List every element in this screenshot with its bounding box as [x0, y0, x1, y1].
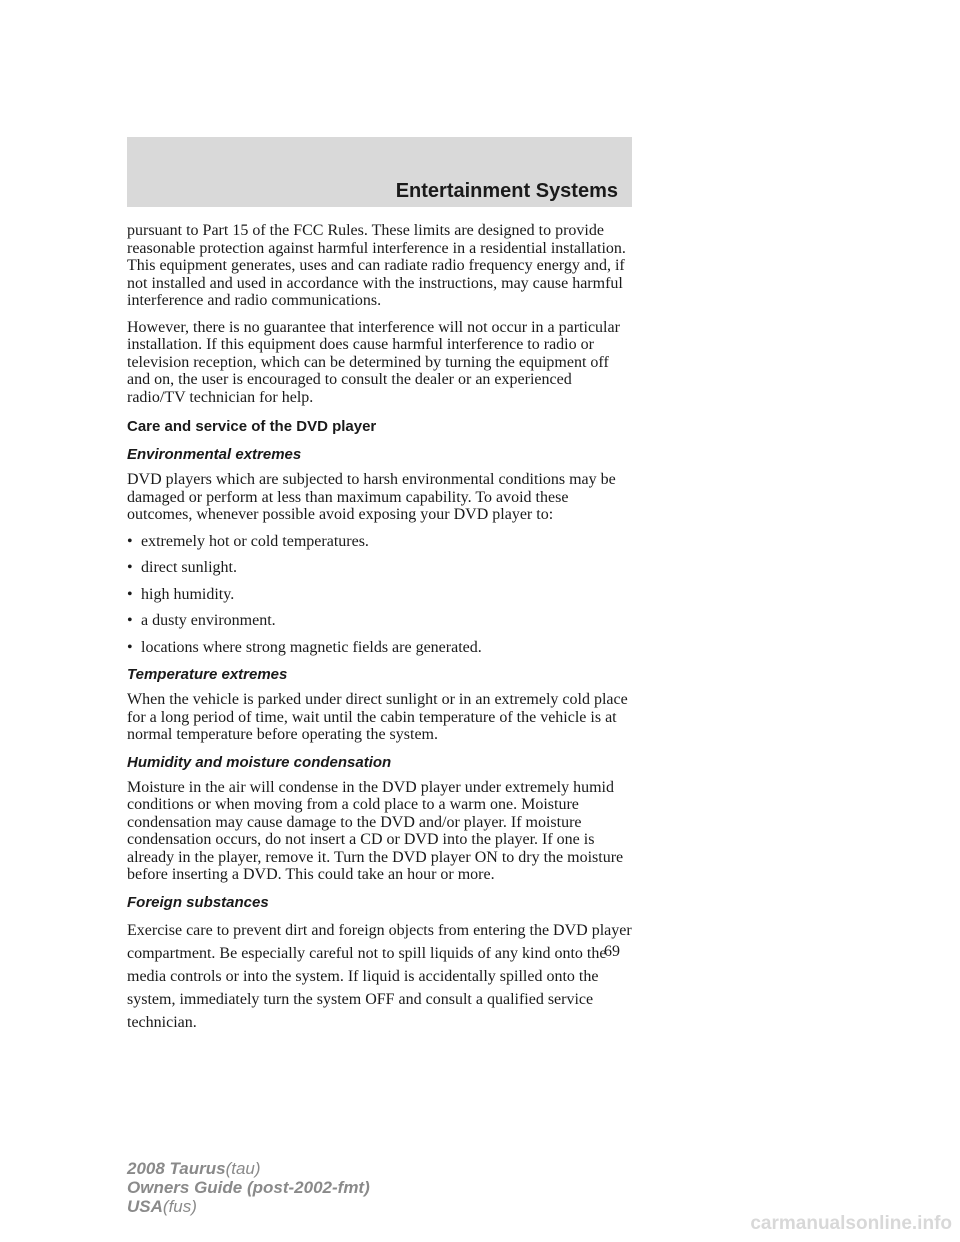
- footer-line-1: [127, 1159, 370, 1178]
- bullet-icon: •: [127, 585, 133, 603]
- page-number: 69: [604, 943, 620, 960]
- temperature-extremes-heading: Temperature extremes: [127, 666, 288, 683]
- humidity-text: Moisture in the air will condense in the DVD player under extremely humid conditions or when moving from a cold place to a warm one. Moisture condensation may cause damage to the DVD and/or player. If moisture condensation occurs, do not insert a CD or DVD into the player. If one is already in the player, remove it. Turn the DVD player ON to dry the moisture before inserting a DVD. This could take an hour or more.: [127, 778, 624, 883]
- bullet-icon: •: [127, 638, 133, 656]
- list-item: [127, 533, 632, 551]
- exposure-bullet-list: [127, 533, 632, 657]
- list-item: [127, 586, 632, 604]
- footer-model-code: (tau): [225, 1159, 261, 1178]
- environmental-extremes-heading: Environmental extremes: [127, 446, 302, 463]
- list-item-text: direct sunlight.: [141, 559, 237, 576]
- foreign-substances-heading: Foreign substances: [127, 893, 269, 911]
- list-item-text: locations where strong magnetic fields are generated.: [141, 638, 482, 656]
- footer-guide-type: Owners Guide (post-2002-fmt): [127, 1178, 370, 1197]
- list-item: [127, 559, 632, 577]
- list-item-text: extremely hot or cold temperatures.: [141, 532, 369, 550]
- list-item-text: high humidity.: [141, 585, 235, 603]
- site-watermark: carmanualsonline.info: [750, 1213, 952, 1234]
- care-service-heading: Care and service of the DVD player: [127, 418, 377, 435]
- intro-paragraph-1: pursuant to Part 15 of the FCC Rules. These limits are designed to provide reasonable protection against harmful interference in a residential installation. This equipment generates, uses and can radiate radio frequency energy and, if not installed and used in accordance with the instructions, may cause harmful interference and radio communications.: [127, 222, 626, 309]
- footer-market-code: (fus): [162, 1197, 197, 1216]
- bullet-icon: •: [127, 612, 133, 629]
- document-footer: [127, 1159, 370, 1216]
- bullet-icon: •: [127, 532, 133, 550]
- intro-paragraph-2: However, there is no guarantee that interference will not occur in a particular installation. If this equipment does cause harmful interference to radio or television reception, which can be determined by turning the equipment off and on, the user is encouraged to consult the dealer or an experienced radio/TV technician for help.: [127, 318, 620, 406]
- list-item-text: a dusty environment.: [141, 612, 276, 629]
- temperature-extremes-text: When the vehicle is parked under direct sunlight or in an extremely cold place for a long period of time, wait until the cabin temperature of the vehicle is at normal temperature before operating the system.: [127, 691, 628, 743]
- footer-model: 2008 Taurus: [127, 1159, 226, 1178]
- environmental-extremes-text: DVD players which are subjected to harsh environmental conditions may be damaged or perform at less than maximum capability. To avoid these outcomes, whenever possible avoid exposing your DVD player to:: [127, 471, 616, 523]
- footer-line-3: [127, 1197, 370, 1216]
- list-item: [127, 612, 632, 630]
- footer-market: USA: [127, 1197, 163, 1216]
- section-header-band: [127, 137, 632, 207]
- list-item: [127, 639, 632, 657]
- page-content: [127, 222, 632, 1043]
- foreign-substances-text: Exercise care to prevent dirt and foreign objects from entering the DVD player compartment. Be especially careful not to spill liquids of any kind onto the media controls or into the system. If liquid is accidentally spilled onto the system, immediately turn the system OFF and consult a qualified service technician.: [127, 921, 632, 1031]
- humidity-heading: Humidity and moisture condensation: [127, 753, 392, 771]
- section-title: Entertainment Systems: [395, 180, 618, 202]
- bullet-icon: •: [127, 559, 133, 576]
